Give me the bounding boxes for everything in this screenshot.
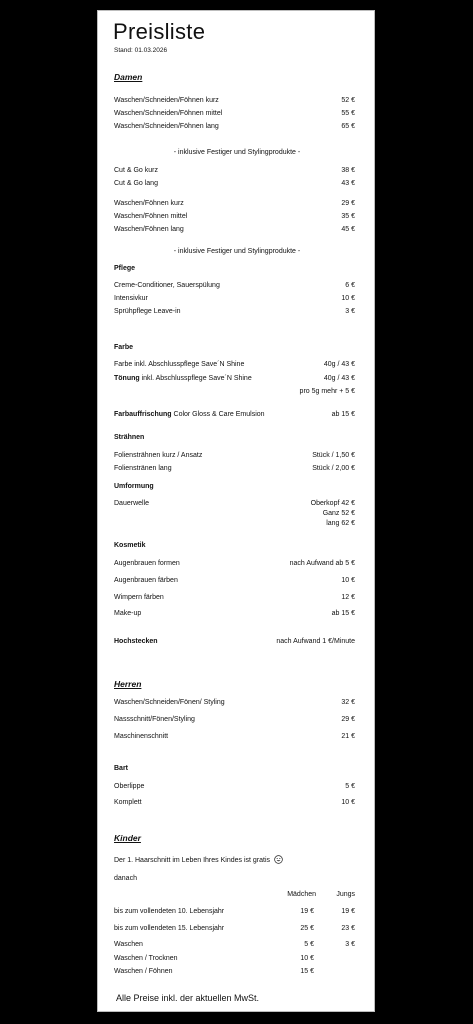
item-label: Cut & Go lang [114,180,158,187]
section-heading-bart: Bart [114,765,129,772]
section-heading-farbe: Farbe [114,344,134,351]
item-label-bold: Farbauffrischung [114,411,172,418]
table-cell-jungs: 23 € [341,925,355,932]
table-cell-jungs: 3 € [345,941,355,948]
item-label-bold: Tönung [114,375,140,382]
item-price: 12 € [341,594,355,601]
section-heading-damen: Damen [114,72,143,82]
item-label: Make-up [114,610,142,617]
item-price: 40g / 43 € [323,361,355,368]
item-price: Oberkopf 42 € [310,500,355,507]
item-label: Foliensträhnen kurz / Ansatz [114,452,203,459]
item-label: Waschen/Schneiden/Fönen/ Styling [114,699,225,706]
item-price: 29 € [341,716,355,723]
item-label: Wimpern färben [114,594,164,601]
kinder-intro-text: Der 1. Haarschnitt im Leben Ihres Kindes ist gratis [114,857,271,864]
section-heading-herren: Herren [114,679,142,689]
item-label: Waschen/Schneiden/Föhnen mittel [114,110,223,117]
table-row-label: bis zum vollendeten 15. Lebensjahr [114,925,225,932]
item-price: 45 € [341,226,355,233]
item-price: 43 € [341,180,355,187]
item-label: Farbe inkl. Abschlusspflege Save´N Shine [114,361,245,368]
item-price: 40g / 43 € [323,375,355,382]
item-price: 29 € [341,200,355,207]
item-label-rest: inkl. Abschlusspflege Save´N Shine [139,375,252,382]
item-price: 32 € [341,699,355,706]
item-price: 35 € [341,213,355,220]
item-label: Nassschnitt/Fönen/Styling [114,716,195,723]
item-price: Stück / 1,50 € [312,452,355,459]
item-price: 6 € [345,282,355,289]
table-row-label: Waschen / Trocknen [114,955,178,962]
item-price: 21 € [341,733,355,740]
item-label [114,411,265,418]
item-price: 10 € [341,295,355,302]
item-label: Waschen/Föhnen mittel [114,213,188,220]
table-cell-maedchen: 10 € [300,955,314,962]
table-row-label: Waschen / Föhnen [114,968,173,975]
item-label: Augenbrauen formen [114,560,180,567]
item-label: Creme-Conditioner, Sauerspülung [114,282,220,289]
item-label: Cut & Go kurz [114,167,158,174]
item-price: 52 € [341,97,355,104]
table-cell-jungs: 19 € [341,908,355,915]
section-heading-kinder: Kinder [114,833,141,843]
column-header-jungs: Jungs [336,891,355,898]
item-price: 38 € [341,167,355,174]
table-cell-maedchen: 15 € [300,968,314,975]
table-cell-maedchen: 5 € [304,941,314,948]
item-label: Intensivkur [114,295,148,302]
item-price-extra: pro 5g mehr + 5 € [299,388,355,395]
section-heading-pflege: Pflege [114,265,136,272]
item-price: 10 € [341,799,355,806]
item-label: Oberlippe [114,783,145,790]
item-label: Augenbrauen färben [114,577,178,584]
item-label-rest: Color Gloss & Care Emulsion [171,411,265,418]
item-price: lang 62 € [326,520,355,527]
item-price: Ganz 52 € [322,510,355,517]
item-price: ab 15 € [331,610,355,617]
item-label [114,375,252,382]
section-heading-umformung: Umformung [114,483,154,490]
item-price: 5 € [345,783,355,790]
smiley-icon [274,855,283,864]
footer-note: Alle Preise inkl. der aktuellen MwSt. [116,993,260,1003]
table-row-label: bis zum vollendeten 10. Lebensjahr [114,908,225,915]
item-label: Dauerwelle [114,500,150,507]
section-heading-kosmetik: Kosmetik [114,542,146,549]
item-label: Waschen/Föhnen lang [114,226,184,233]
item-label: Maschinenschnitt [114,733,169,740]
item-price: nach Aufwand 1 €/Minute [276,638,355,645]
item-price: 3 € [345,308,355,315]
kinder-intro [114,855,283,864]
page-title: Preisliste [113,19,206,44]
item-label: Waschen/Schneiden/Föhnen kurz [114,97,219,104]
item-label: Waschen/Föhnen kurz [114,200,184,207]
hochstecken-label: Hochstecken [114,638,158,645]
item-label: Folienstränen lang [114,465,172,472]
item-price: Stück / 2,00 € [312,465,355,472]
kinder-danach: danach [114,875,137,882]
item-price: 65 € [341,123,355,130]
note-line: - inklusive Festiger und Stylingprodukte - [173,149,301,156]
note-line: - inklusive Festiger und Stylingprodukte - [173,248,301,255]
item-price: nach Aufwand ab 5 € [289,560,355,567]
item-price: 55 € [341,110,355,117]
item-label: Waschen/Schneiden/Föhnen lang [114,123,219,130]
table-row-label: Waschen [114,941,143,948]
table-cell-maedchen: 19 € [300,908,314,915]
price-list-sheet [97,10,375,1012]
section-heading-straehnen: Strähnen [114,434,145,441]
item-label: Komplett [114,799,142,806]
column-header-maedchen: Mädchen [287,891,316,898]
stand-date: Stand: 01.03.2026 [114,47,168,54]
item-price: ab 15 € [331,411,355,418]
item-price: 10 € [341,577,355,584]
table-cell-maedchen: 25 € [300,925,314,932]
item-label: Sprühpflege Leave-in [114,308,181,315]
